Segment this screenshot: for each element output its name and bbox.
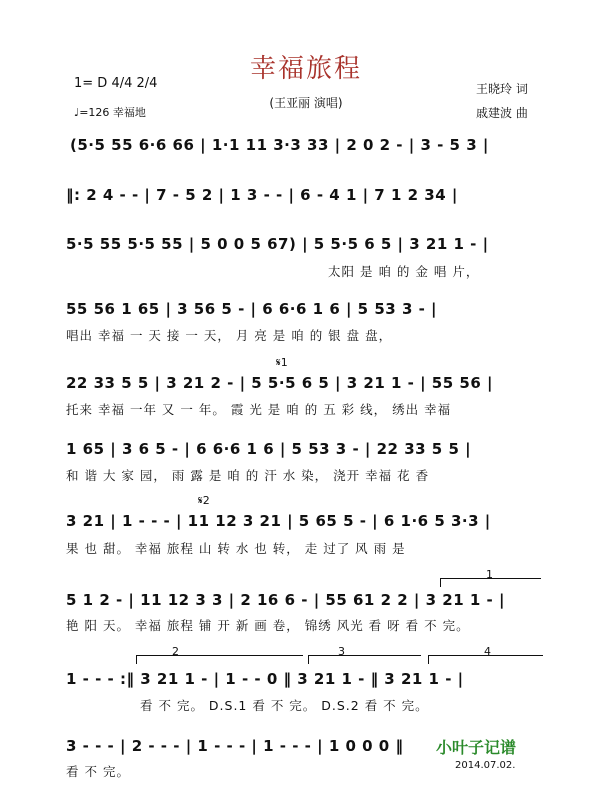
lyrics-row-8: 艳 阳 天。 幸福 旅程 铺 开 新 画 卷， 锦绣 风光 看 呀 看 不 完。 <box>66 618 470 633</box>
song-title: 幸福旅程 <box>249 54 362 84</box>
lyrics-row-10: 看 不 完。 <box>66 764 130 779</box>
singer-credit: (王亚丽 演唱) <box>269 96 343 110</box>
volta-bracket-3 <box>308 655 421 664</box>
lyricist-credit: 王晓玲 词 <box>476 82 528 96</box>
composer-credit: 戚建波 曲 <box>476 106 528 120</box>
notation-row-7: 3 21 | 1 - - - | 11 12 3 21 | 5 65 5 - | 6 1·6 5 3·3 | <box>66 512 491 530</box>
key-signature: 1= D 4/4 2/4 <box>74 76 158 91</box>
volta-number-3: 3 <box>338 645 345 658</box>
volta-number-2: 2 <box>172 645 179 658</box>
lyrics-row-3: 太阳 是 咱 的 金 唱 片， <box>328 264 480 279</box>
date-stamp: 2014.07.02. <box>455 760 516 771</box>
lyrics-row-9: 看 不 完。 D.S.1 看 不 完。 D.S.2 看 不 完。 <box>140 698 429 713</box>
lyrics-row-4: 唱出 幸福 一 天 接 一 天， 月 亮 是 咱 的 银 盘 盘， <box>66 328 393 343</box>
volta-bracket-2 <box>136 655 303 664</box>
lyrics-row-6: 和 谐 大 家 园， 雨 露 是 咱 的 汗 水 染， 浇开 幸福 花 香 <box>66 468 430 483</box>
notation-row-6: 1 65 | 3 6 5 - | 6 6·6 1 6 | 5 53 3 - | 22 33 5 5 | <box>66 440 472 458</box>
notation-row-4: 55 56 1 65 | 3 56 5 - | 6 6·6 1 6 | 5 53 3 - | <box>66 300 438 318</box>
notation-row-9: 1 - - - :‖ 3 21 1 - | 1 - - 0 ‖ 3 21 1 - ‖ 3 21 1 - | <box>66 670 464 688</box>
brand-logo: 小叶子记谱 <box>436 738 517 757</box>
notation-row-8: 5 1 2 - | 11 12 3 3 | 2 16 6 - | 55 61 2 2 | 3 21 1 - | <box>66 591 505 609</box>
notation-row-5: 22 33 5 5 | 3 21 2 - | 5 5·5 6 5 | 3 21 1 - | 55 56 | <box>66 374 493 392</box>
tempo-marking: ♩=126 幸福地 <box>74 106 146 119</box>
segno-2: 𝄋2 <box>198 494 210 507</box>
notation-row-2: ‖: 2 4 - - | 7 - 5 2 | 1 3 - - | 6 - 4 1 | 7 1 2 34 | <box>66 186 458 204</box>
volta-number-4: 4 <box>484 645 491 658</box>
segno-1: 𝄋1 <box>276 356 288 369</box>
notation-row-10: 3 - - - | 2 - - - | 1 - - - | 1 - - - | 1 0 0 0 ‖ <box>66 737 404 755</box>
notation-row-3: 5·5 55 5·5 55 | 5 0 0 5 67) | 5 5·5 6 5 | 3 21 1 - | <box>66 235 489 253</box>
lyrics-row-7: 果 也 甜。 幸福 旅程 山 转 水 也 转， 走 过了 风 雨 是 <box>66 541 406 556</box>
lyrics-row-5: 托来 幸福 一年 又 一 年。 霞 光 是 咱 的 五 彩 线， 绣出 幸福 <box>66 402 452 417</box>
volta-number-1: 1 <box>486 568 493 581</box>
notation-row-1: (5·5 55 6·6 66 | 1·1 11 3·3 33 | 2 0 2 - | 3 - 5 3 | <box>70 136 489 154</box>
